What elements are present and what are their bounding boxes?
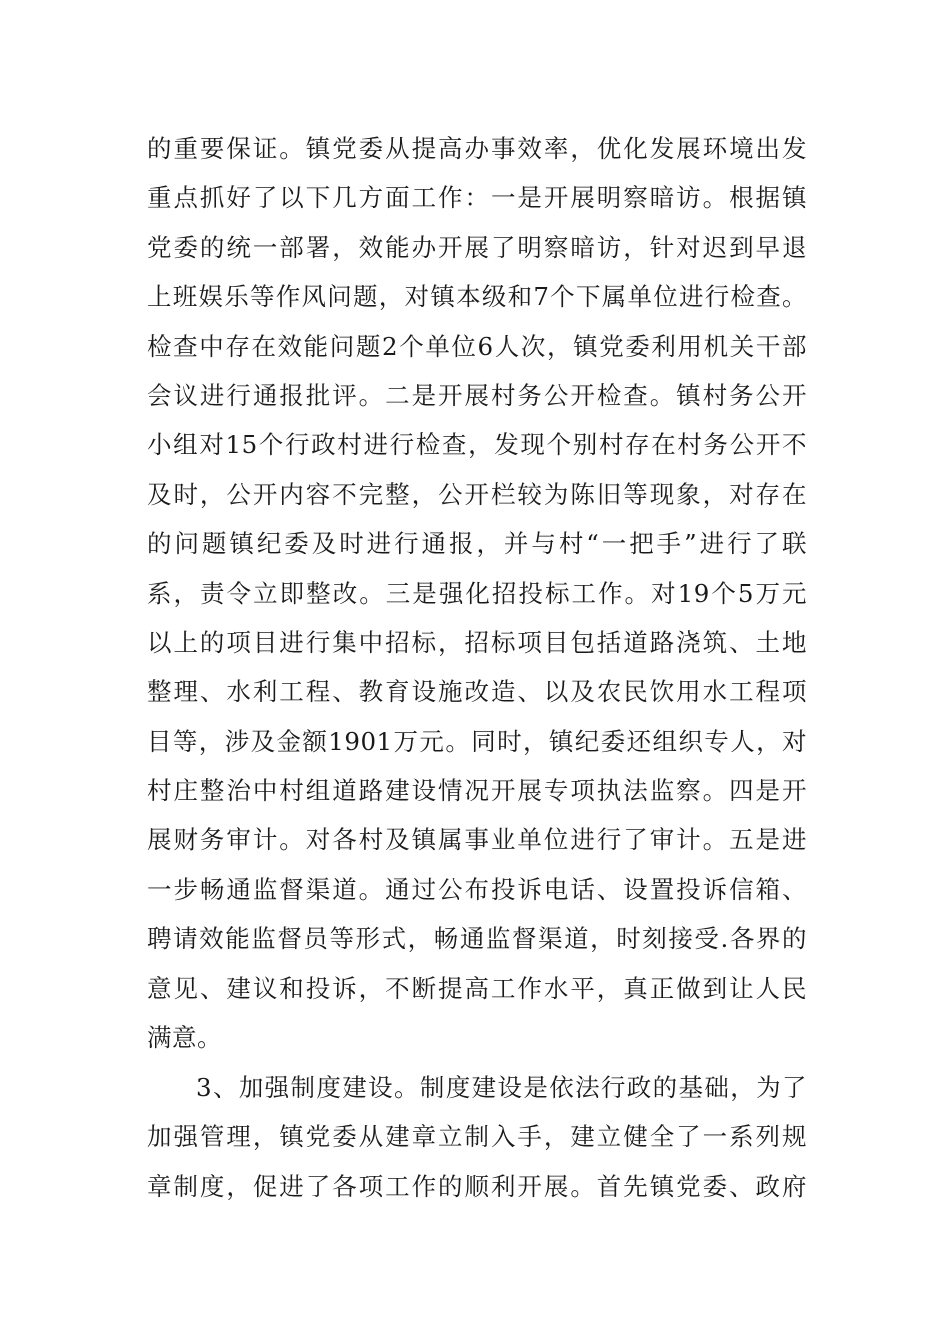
text-line: 会议进行通报批评。二是开展村务公开检查。镇村务公开 — [147, 380, 807, 410]
text-line: 的问题镇纪委及时进行通报，并与村“一把手”进行了联 — [147, 529, 807, 559]
text-line: 重点抓好了以下几方面工作：一是开展明察暗访。根据镇 — [147, 183, 807, 213]
text-line: 满意。 — [147, 1023, 222, 1053]
text-line: 展财务审计。对各村及镇属事业单位进行了审计。五是进 — [147, 825, 807, 855]
text-line: 党委的统一部署，效能办开展了明察暗访，针对迟到早退 — [147, 232, 807, 262]
text-line: 小组对15个行政村进行检查，发现个别村存在村务公开不 — [147, 430, 807, 460]
text-line: 的重要保证。镇党委从提高办事效率，优化发展环境出发 — [147, 134, 807, 163]
text-line: 目等，涉及金额1901万元。同时，镇纪委还组织专人，对 — [147, 726, 807, 756]
paragraph-2 — [147, 1063, 807, 1211]
text-line: 以上的项目进行集中招标，招标项目包括道路浇筑、土地 — [147, 627, 807, 657]
paragraph-1 — [147, 124, 807, 1062]
text-line: 加强管理，镇党委从建章立制入手，建立健全了一系列规 — [147, 1122, 807, 1152]
text-line: 3、加强制度建设。制度建设是依法行政的基础，为了 — [196, 1073, 807, 1102]
text-line: 村庄整治中村组道路建设情况开展专项执法监察。四是开 — [147, 776, 807, 806]
text-line: 检查中存在效能问题2个单位6人次，镇党委利用机关干部 — [147, 331, 807, 361]
text-line: 意见、建议和投诉，不断提高工作水平，真正做到让人民 — [147, 973, 807, 1003]
text-line: 章制度，促进了各项工作的顺利开展。首先镇党委、政府 — [147, 1171, 807, 1201]
text-line: 系，责令立即整改。三是强化招投标工作。对19个5万元 — [147, 578, 807, 608]
text-line: 一步畅通监督渠道。通过公布投诉电话、设置投诉信箱、 — [147, 874, 807, 904]
text-line: 聘请效能监督员等形式，畅通监督渠道，时刻接受.各界的 — [147, 924, 807, 954]
text-line: 及时，公开内容不完整，公开栏较为陈旧等现象，对存在 — [147, 479, 807, 509]
text-line: 上班娱乐等作风问题，对镇本级和7个下属单位进行检查。 — [147, 282, 807, 312]
text-line: 整理、水利工程、教育设施改造、以及农民饮用水工程项 — [147, 677, 807, 707]
